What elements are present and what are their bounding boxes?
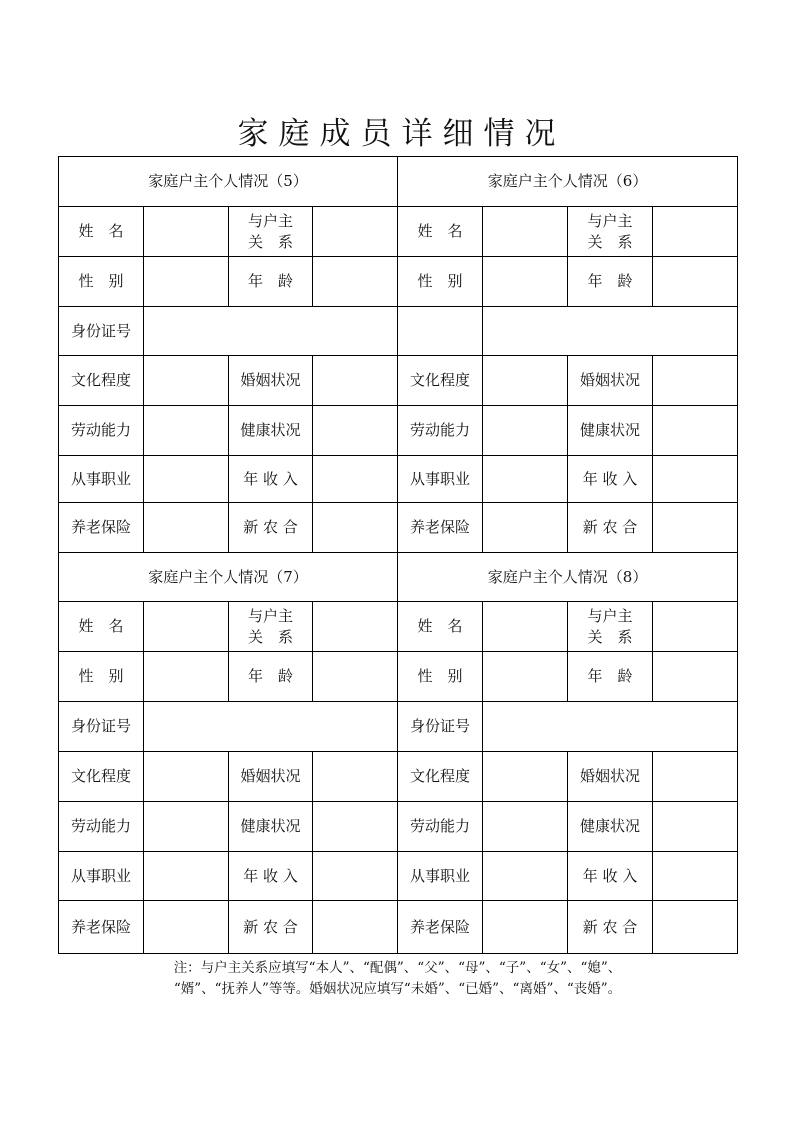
age-field[interactable] bbox=[653, 652, 738, 702]
health-field[interactable] bbox=[653, 406, 738, 456]
ncms-label: 新 农 合 bbox=[568, 901, 653, 954]
id-number-field[interactable] bbox=[144, 307, 398, 356]
education-field[interactable] bbox=[144, 752, 229, 802]
ncms-field[interactable] bbox=[313, 503, 398, 553]
gender-label: 性 别 bbox=[59, 257, 144, 307]
relation-label: 与户主 关 系 bbox=[229, 207, 313, 257]
marital-label: 婚姻状况 bbox=[229, 356, 313, 406]
occupation-label: 从事职业 bbox=[398, 456, 483, 503]
health-label: 健康状况 bbox=[229, 406, 313, 456]
gender-field[interactable] bbox=[483, 257, 568, 307]
labor-field[interactable] bbox=[144, 406, 229, 456]
pension-label: 养老保险 bbox=[398, 901, 483, 954]
gender-label: 性 别 bbox=[59, 652, 144, 702]
income-field[interactable] bbox=[313, 852, 398, 901]
footnote-line-2: “婿”、“抚养人”等等。婚姻状况应填写“未婚”、“已婚”、“离婚”、“丧婚”。 bbox=[173, 981, 622, 997]
marital-field[interactable] bbox=[313, 752, 398, 802]
name-label: 姓 名 bbox=[59, 602, 144, 652]
gender-label: 性 别 bbox=[398, 257, 483, 307]
id-number-field[interactable] bbox=[483, 702, 738, 752]
education-label: 文化程度 bbox=[59, 356, 144, 406]
income-label: 年 收 入 bbox=[568, 456, 653, 503]
age-field[interactable] bbox=[313, 257, 398, 307]
marital-label: 婚姻状况 bbox=[229, 752, 313, 802]
marital-field[interactable] bbox=[653, 356, 738, 406]
name-label: 姓 名 bbox=[59, 207, 144, 257]
name-row bbox=[59, 207, 738, 257]
gender-field[interactable] bbox=[483, 652, 568, 702]
education-row bbox=[59, 356, 738, 406]
gender-row bbox=[59, 257, 738, 307]
health-field[interactable] bbox=[653, 802, 738, 852]
marital-label: 婚姻状况 bbox=[568, 356, 653, 406]
pension-field[interactable] bbox=[144, 503, 229, 553]
health-field[interactable] bbox=[313, 802, 398, 852]
labor-field[interactable] bbox=[483, 406, 568, 456]
id-number-label bbox=[398, 307, 483, 356]
ncms-label: 新 农 合 bbox=[229, 901, 313, 954]
income-label: 年 收 入 bbox=[568, 852, 653, 901]
health-label: 健康状况 bbox=[568, 406, 653, 456]
name-field[interactable] bbox=[144, 207, 229, 257]
pension-label: 养老保险 bbox=[398, 503, 483, 553]
occupation-field[interactable] bbox=[144, 456, 229, 503]
section-header-row bbox=[59, 553, 738, 602]
gender-field[interactable] bbox=[144, 652, 229, 702]
name-label: 姓 名 bbox=[398, 602, 483, 652]
labor-field[interactable] bbox=[144, 802, 229, 852]
section-header-7: 家庭户主个人情况（7） bbox=[59, 553, 398, 602]
relation-label: 与户主 关 系 bbox=[229, 602, 313, 652]
relation-label: 与户主 关 系 bbox=[568, 207, 653, 257]
section-header-row bbox=[59, 157, 738, 207]
marital-field[interactable] bbox=[313, 356, 398, 406]
ncms-label: 新 农 合 bbox=[229, 503, 313, 553]
education-field[interactable] bbox=[483, 356, 568, 406]
pension-field[interactable] bbox=[144, 901, 229, 954]
id-row bbox=[59, 702, 738, 752]
marital-field[interactable] bbox=[653, 752, 738, 802]
income-label: 年 收 入 bbox=[229, 852, 313, 901]
income-field[interactable] bbox=[313, 456, 398, 503]
pension-row bbox=[59, 503, 738, 553]
age-label: 年 龄 bbox=[229, 257, 313, 307]
age-field[interactable] bbox=[313, 652, 398, 702]
occupation-row bbox=[59, 852, 738, 901]
id-row bbox=[59, 307, 738, 356]
age-label: 年 龄 bbox=[568, 257, 653, 307]
health-field[interactable] bbox=[313, 406, 398, 456]
age-label: 年 龄 bbox=[229, 652, 313, 702]
occupation-field[interactable] bbox=[483, 852, 568, 901]
education-row bbox=[59, 752, 738, 802]
labor-row bbox=[59, 802, 738, 852]
ncms-label: 新 农 合 bbox=[568, 503, 653, 553]
footnote bbox=[58, 958, 737, 1000]
id-number-field[interactable] bbox=[483, 307, 738, 356]
health-label: 健康状况 bbox=[568, 802, 653, 852]
education-field[interactable] bbox=[483, 752, 568, 802]
income-field[interactable] bbox=[653, 456, 738, 503]
id-number-label: 身份证号 bbox=[59, 307, 144, 356]
pension-field[interactable] bbox=[483, 503, 568, 553]
relation-field[interactable] bbox=[313, 207, 398, 257]
gender-field[interactable] bbox=[144, 257, 229, 307]
pension-label: 养老保险 bbox=[59, 503, 144, 553]
page-title: 家庭成员详细情况 bbox=[237, 116, 566, 152]
pension-field[interactable] bbox=[483, 901, 568, 954]
section-header-8: 家庭户主个人情况（8） bbox=[398, 553, 738, 602]
labor-label: 劳动能力 bbox=[59, 802, 144, 852]
labor-field[interactable] bbox=[483, 802, 568, 852]
marital-label: 婚姻状况 bbox=[568, 752, 653, 802]
ncms-field[interactable] bbox=[653, 901, 738, 954]
gender-row bbox=[59, 652, 738, 702]
ncms-field[interactable] bbox=[313, 901, 398, 954]
name-row bbox=[59, 602, 738, 652]
name-label: 姓 名 bbox=[398, 207, 483, 257]
relation-field[interactable] bbox=[653, 207, 738, 257]
occupation-field[interactable] bbox=[483, 456, 568, 503]
labor-label: 劳动能力 bbox=[398, 406, 483, 456]
id-number-field[interactable] bbox=[144, 702, 398, 752]
age-field[interactable] bbox=[653, 257, 738, 307]
labor-label: 劳动能力 bbox=[59, 406, 144, 456]
labor-label: 劳动能力 bbox=[398, 802, 483, 852]
income-field[interactable] bbox=[653, 852, 738, 901]
education-label: 文化程度 bbox=[59, 752, 144, 802]
name-field[interactable] bbox=[144, 602, 229, 652]
family-member-form bbox=[58, 156, 738, 954]
education-label: 文化程度 bbox=[398, 752, 483, 802]
relation-field[interactable] bbox=[313, 602, 398, 652]
occupation-label: 从事职业 bbox=[398, 852, 483, 901]
occupation-label: 从事职业 bbox=[59, 456, 144, 503]
section-header-5: 家庭户主个人情况（5） bbox=[59, 157, 398, 207]
pension-label: 养老保险 bbox=[59, 901, 144, 954]
id-number-label: 身份证号 bbox=[398, 702, 483, 752]
pension-row bbox=[59, 901, 738, 954]
occupation-row bbox=[59, 456, 738, 503]
footnote-line-1: 注：与户主关系应填写“本人”、“配偶”、“父”、“母”、“子”、“女”、“媳”、 bbox=[173, 960, 622, 976]
education-label: 文化程度 bbox=[398, 356, 483, 406]
name-field[interactable] bbox=[483, 207, 568, 257]
income-label: 年 收 入 bbox=[229, 456, 313, 503]
occupation-label: 从事职业 bbox=[59, 852, 144, 901]
gender-label: 性 别 bbox=[398, 652, 483, 702]
name-field[interactable] bbox=[483, 602, 568, 652]
labor-row bbox=[59, 406, 738, 456]
health-label: 健康状况 bbox=[229, 802, 313, 852]
section-header-6: 家庭户主个人情况（6） bbox=[398, 157, 738, 207]
id-number-label: 身份证号 bbox=[59, 702, 144, 752]
age-label: 年 龄 bbox=[568, 652, 653, 702]
education-field[interactable] bbox=[144, 356, 229, 406]
relation-label: 与户主 关 系 bbox=[568, 602, 653, 652]
ncms-field[interactable] bbox=[653, 503, 738, 553]
relation-field[interactable] bbox=[653, 602, 738, 652]
occupation-field[interactable] bbox=[144, 852, 229, 901]
